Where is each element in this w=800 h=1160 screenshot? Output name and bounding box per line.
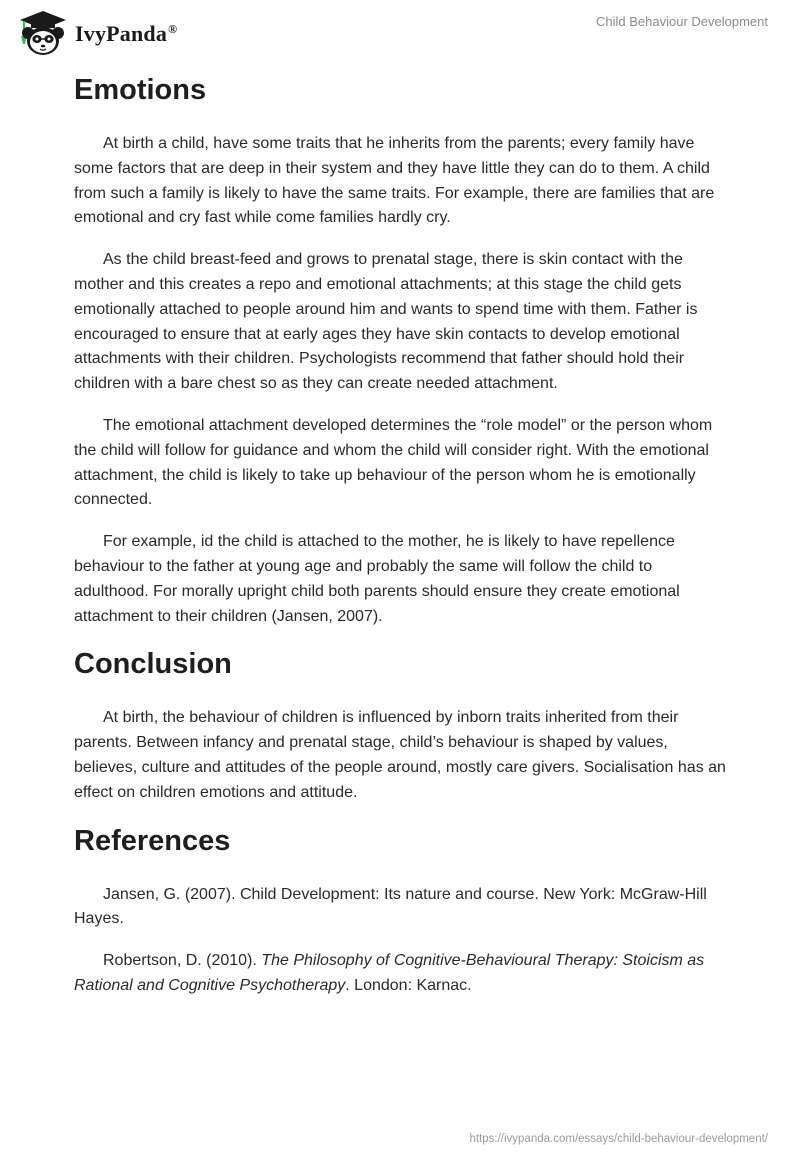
paragraph: As the child breast-feed and grows to prenatal stage, there is skin contact with the mother and this creates a repo and emotional attachments; at this stage the child gets emotionally attached to people around him and wants to spend time with them. Father is encouraged to ensure that at early ages they have skin contacts to develop emotional attachments with their children. Psychologists recommend that father should hold their children with a bare chest so as they can create needed attachment. xyxy=(74,251,698,393)
brand-name xyxy=(75,21,177,47)
registered-mark: ® xyxy=(168,21,178,36)
heading-conclusion: Conclusion xyxy=(74,648,232,681)
paragraph: At birth a child, have some traits that he inherits from the parents; every family have some factors that are deep in their system and they have little they can do to them. A child from such a family is likely to have the same traits. For example, there are families that are emotional and cry fast while come families hardly cry. xyxy=(74,135,715,227)
page-header xyxy=(0,0,800,64)
brand-name-text: IvyPanda xyxy=(75,21,168,46)
reference-title: The Philosophy of Cognitive-Behavioural Therapy: Stoicism as Rational and Cognitive Psychotherapy xyxy=(74,952,705,994)
paragraph: The emotional attachment developed determines the “role model” or the person whom the child will follow for guidance and whom the child will consider right. With the emotional attachment, the child is likely to take up behaviour of the person whom he is emotionally connected. xyxy=(74,416,713,509)
paragraph: For example, id the child is attached to the mother, he is likely to have repellence behaviour to the father at young age and probably the same will follow the child to adulthood. For morally upright child both parents should ensure they create emotional attachment to their children (Jansen, 2007). xyxy=(74,533,680,625)
ivypanda-logo[interactable] xyxy=(16,9,177,57)
running-title: Child Behaviour Development xyxy=(596,14,768,29)
reference-publisher: . London: Karnac. xyxy=(345,976,472,994)
reference-author: Robertson, D. (2010). xyxy=(103,952,262,970)
heading-references: References xyxy=(74,824,231,857)
essay-content xyxy=(74,70,726,999)
source-url[interactable]: https://ivypanda.com/essays/child-behaviour-development/ xyxy=(469,1133,768,1145)
panda-graduate-icon xyxy=(16,9,70,57)
heading-emotions: Emotions xyxy=(74,74,207,106)
reference-entry: Jansen, G. (2007). Child Development: Its nature and course. New York: McGraw-Hill Hayes. xyxy=(74,885,707,928)
reference-entry xyxy=(74,949,726,999)
paragraph: At birth, the behaviour of children is influenced by inborn traits inherited from their parents. Between infancy and prenatal stage, child’s behaviour is shaped by values, believes, culture and attitudes of the people around, mostly care givers. Socialisation has an effect on children emotions and attitude. xyxy=(74,709,726,801)
